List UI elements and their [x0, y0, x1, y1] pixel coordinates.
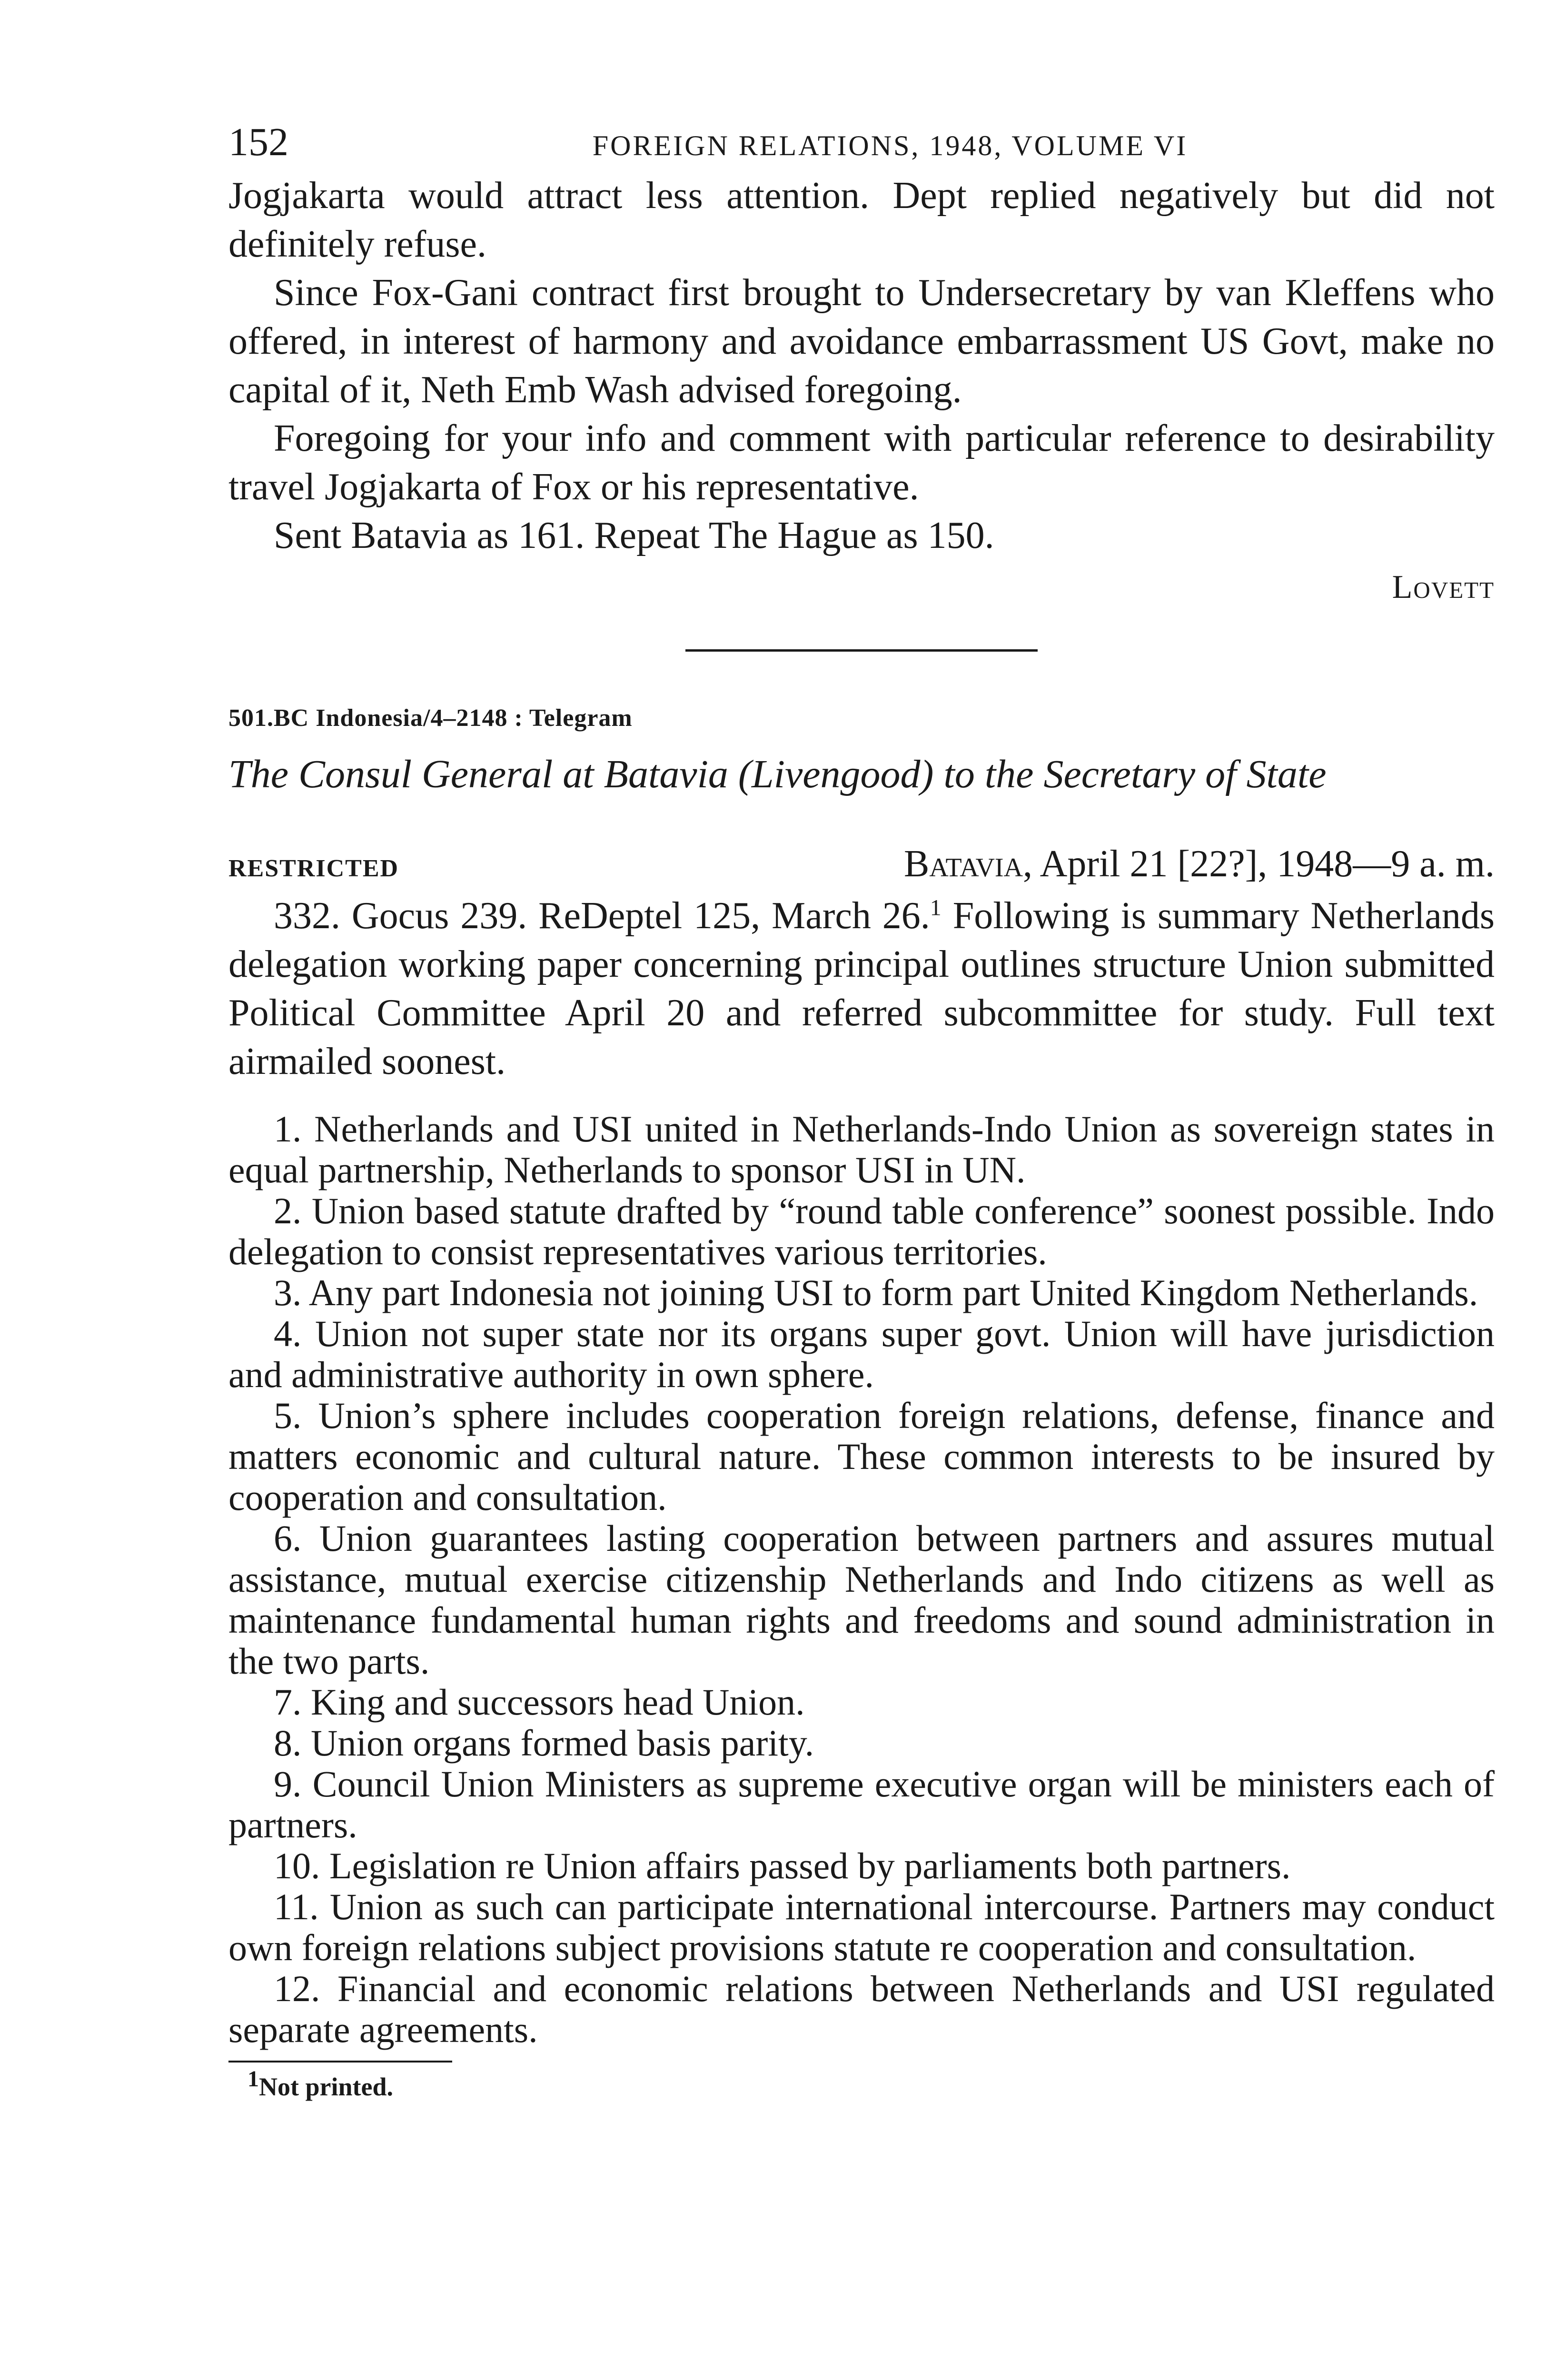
list-item: 7. King and successors head Union. — [274, 1681, 805, 1723]
classification-label: RESTRICTED — [228, 855, 399, 882]
continuation-text — [228, 171, 1495, 560]
page-number: 152 — [228, 120, 288, 164]
paragraph — [228, 892, 1495, 1086]
footnote-text: Not printed. — [259, 2073, 393, 2101]
list-item: 12. Financial and economic relations between Netherlands and USI regulated separate agreements. — [228, 1968, 1495, 2050]
place: Batavia, — [903, 843, 1033, 885]
dateline — [228, 843, 1495, 886]
footnote-reference: 1 — [930, 895, 941, 921]
date: April 21 [22?], 1948—9 a. m. — [1040, 843, 1495, 885]
place-date — [904, 843, 1495, 886]
list-item: 2. Union based statute drafted by “round table conference” soonest possible. Indo delegation to consist representatives various territories. — [228, 1190, 1495, 1272]
signature: Lovett — [1392, 569, 1495, 605]
document-page — [228, 119, 1495, 2102]
list-item: 4. Union not super state nor its organs super govt. Union will have jurisdiction and administrative authority in own sphere. — [228, 1313, 1495, 1395]
list-item: 11. Union as such can participate international intercourse. Partners may conduct own foreign relations subject provisions statute re cooperation and consultation. — [228, 1886, 1495, 1968]
list-item: 8. Union organs formed basis parity. — [274, 1722, 814, 1764]
paragraph: Jogjakarta would attract less attention. Dept replied negatively but did not definitely refuse. — [228, 175, 1495, 265]
list-item: 10. Legislation re Union affairs passed by parliaments both partners. — [274, 1845, 1291, 1886]
list-item: 6. Union guarantees lasting cooperation between partners and assures mutual assistance, mutual exercise citizenship Netherlands and Indo citizens as well as maintenance fundamental human rights and freedoms and sound administration in the two parts. — [228, 1517, 1495, 1682]
volume-title: FOREIGN RELATIONS, 1948, VOLUME VI — [592, 130, 1188, 161]
list-item: 1. Netherlands and USI united in Netherlands-Indo Union as sovereign states in equal partnership, Netherlands to sponsor USI in UN. — [228, 1108, 1495, 1190]
footnote-divider — [228, 2061, 452, 2063]
list-item: 3. Any part Indonesia not joining USI to form part United Kingdom Netherlands. — [274, 1272, 1478, 1313]
telegram-intro — [228, 892, 1495, 1086]
section-divider — [685, 649, 1038, 652]
document-file-id: 501.BC Indonesia/4–2148 : Telegram — [228, 704, 633, 732]
numbered-points — [228, 1109, 1495, 2050]
paragraph: Sent Batavia as 161. Repeat The Hague as 150. — [274, 515, 994, 556]
footnote — [228, 2066, 1495, 2102]
intro-rest: Following is summary Netherlands delegation working paper concerning principal outlines structure Union submitted Political Committee April 20 and referred subcommittee for study. Full text airmailed soonest. — [228, 895, 1495, 1082]
list-item: 5. Union’s sphere includes cooperation foreign relations, defense, finance and matters economic and cultural nature. These common interests to be insured by cooperation and consultation. — [228, 1395, 1495, 1518]
paragraph: Since Fox-Gani contract first brought to Undersecretary by van Kleffens who offered, in interest of harmony and avoidance embarrassment US Govt, make no capital of it, Neth Emb Wash advised foregoing. — [228, 272, 1495, 411]
intro-main: 332. Gocus 239. ReDeptel 125, March 26. — [274, 895, 930, 937]
paragraph: Foregoing for your info and comment with particular reference to desirability travel Jogjakarta of Fox or his representative. — [228, 417, 1495, 508]
footnote-mark: 1 — [248, 2066, 259, 2092]
running-head — [228, 119, 1495, 171]
document-heading: The Consul General at Batavia (Livengood) to the Secretary of State — [228, 752, 1327, 796]
list-item: 9. Council Union Ministers as supreme executive organ will be ministers each of partners. — [228, 1763, 1495, 1845]
